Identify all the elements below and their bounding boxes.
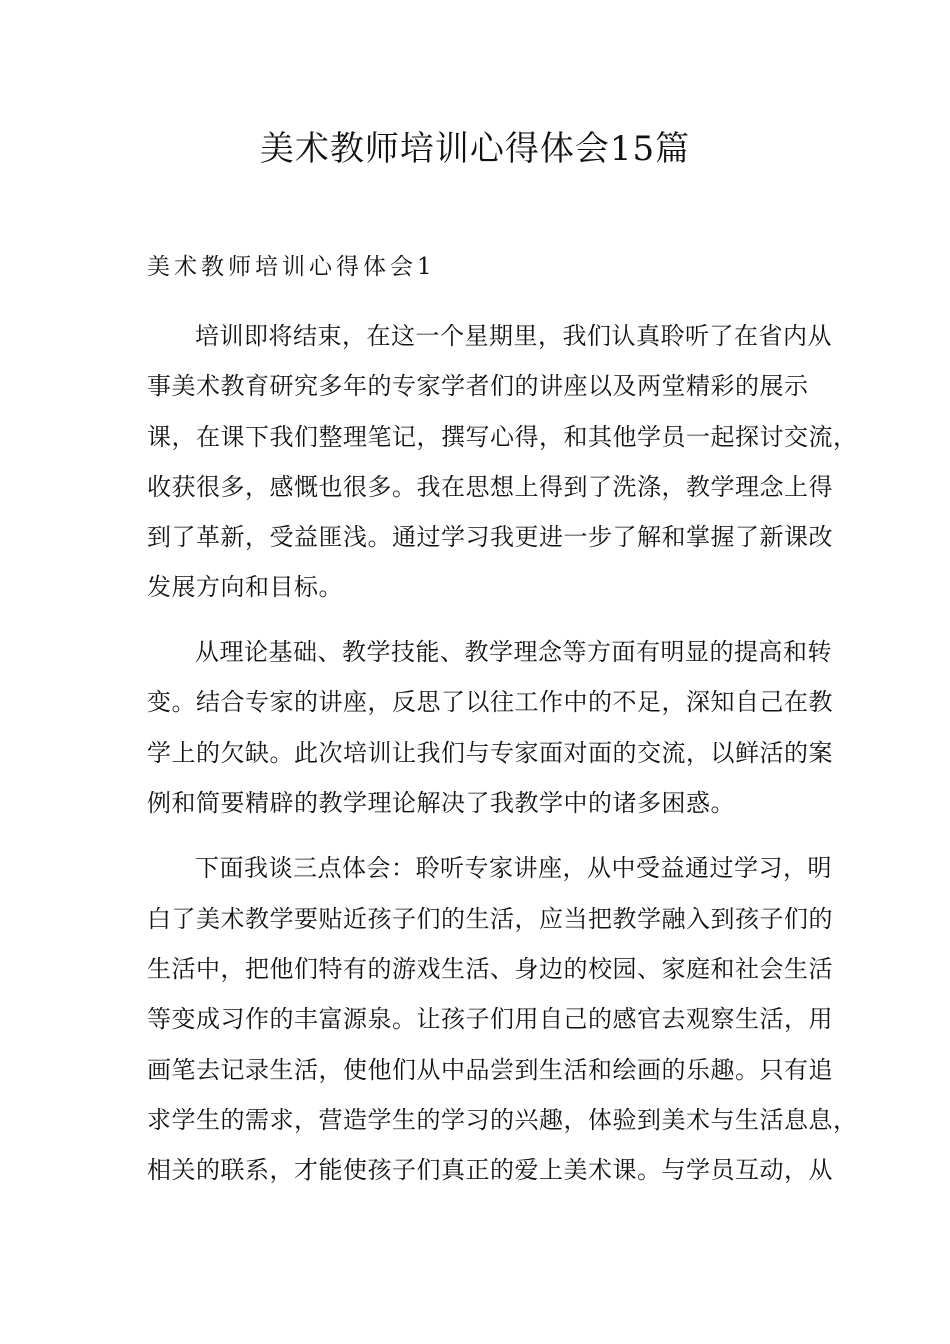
paragraph-2-line-1: 从理论基础、教学技能、教学理念等方面有明显的提高和转 [195,638,832,666]
paragraph-2-line-2: 变。结合专家的讲座，反思了以往工作中的不足，深知自己在教 [147,688,833,716]
paragraph-3-line-1: 下面我谈三点体会：聆听专家讲座，从中受益通过学习，明 [195,854,832,882]
paragraph-1-line-1: 培训即将结束，在这一个星期里，我们认真聆听了在省内从 [195,322,832,350]
paragraph-3-line-2: 白了美术教学要贴近孩子们的生活，应当把教学融入到孩子们的 [147,905,833,933]
paragraph-3-line-4: 等变成习作的丰富源泉。让孩子们用自己的感官去观察生活，用 [147,1005,833,1033]
paragraph-3-line-5: 画笔去记录生活，使他们从中品尝到生活和绘画的乐趣。只有追 [147,1056,833,1084]
paragraph-3-line-3: 生活中，把他们特有的游戏生活、身边的校园、家庭和社会生活 [147,955,833,983]
paragraph-1-line-6: 发展方向和目标。 [147,573,343,601]
paragraph-3-line-6: 求学生的需求，营造学生的学习的兴趣，体验到美术与生活息息， [147,1106,858,1134]
paragraph-2-line-4: 例和简要精辟的教学理论解决了我教学中的诸多困惑。 [147,789,735,817]
paragraph-3-line-7: 相关的联系，才能使孩子们真正的爱上美术课。与学员互动，从 [147,1156,833,1184]
paragraph-1-line-4: 收获很多，感慨也很多。我在思想上得到了洗涤，教学理念上得 [147,473,833,501]
paragraph-1-line-5: 到了革新，受益匪浅。通过学习我更进一步了解和掌握了新课改 [147,523,833,551]
paragraph-1-line-2: 事美术教育研究多年的专家学者们的讲座以及两堂精彩的展示 [147,372,809,400]
paragraph-2-line-3: 学上的欠缺。此次培训让我们与专家面对面的交流，以鲜活的案 [147,739,833,767]
section-heading: 美术教师培训心得体会1 [147,254,436,280]
document-title: 美术教师培训心得体会15篇 [259,129,691,169]
paragraph-1-line-3: 课，在课下我们整理笔记，撰写心得，和其他学员一起探讨交流， [147,423,858,451]
